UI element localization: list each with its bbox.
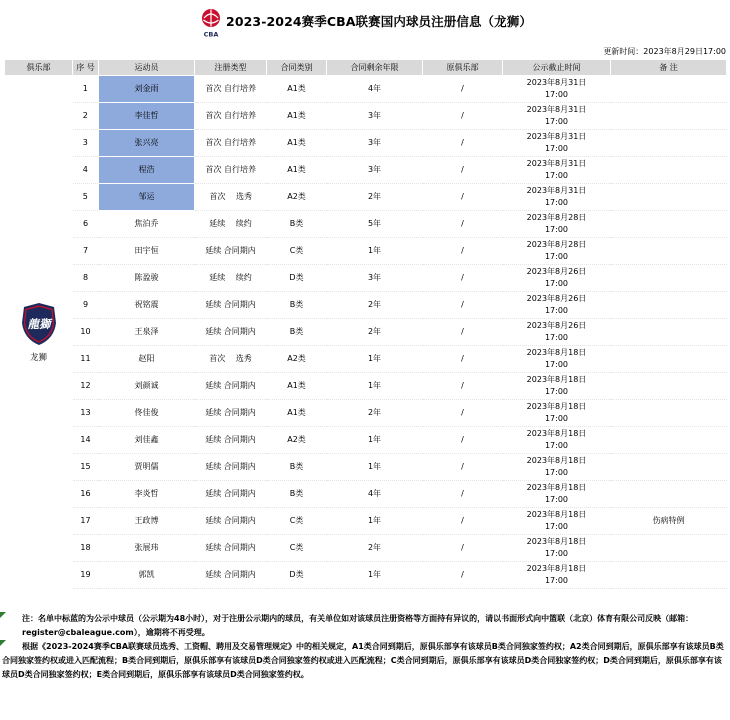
header-original-club: 原俱乐部 [423,60,503,76]
athlete-name: 佟佳俊 [99,400,195,427]
deadline [503,535,611,562]
row-number: 13 [73,400,99,427]
notes-block [0,612,730,682]
update-time: 更新时间：2023年8月29日17:00 [603,47,726,56]
registration-type: 首次 自行培养 [195,76,267,103]
contract-category: B类 [267,292,327,319]
remaining-years: 2年 [327,400,423,427]
registration-type: 延续 合同期内 [195,238,267,265]
registration-type: 首次 选秀 [195,346,267,373]
athlete-name: 陈盈骏 [99,265,195,292]
table-row [5,427,727,454]
contract-category: A2类 [267,184,327,211]
deadline-time: 17:00 [544,495,569,504]
athlete-name: 刘金雨 [99,76,195,103]
remaining-years: 4年 [327,76,423,103]
deadline [503,130,611,157]
table-row [5,346,727,373]
athlete-name: 张兴亮 [99,130,195,157]
original-club: / [423,103,503,130]
remark [611,211,727,238]
registration-type: 延续 合同期内 [195,454,267,481]
athlete-name: 王泉泽 [99,319,195,346]
athlete-name: 刘佳鑫 [99,427,195,454]
deadline [503,427,611,454]
remaining-years: 3年 [327,130,423,157]
row-number: 16 [73,481,99,508]
athlete-name: 田宇恒 [99,238,195,265]
table-row [5,373,727,400]
registration-table [4,59,727,589]
deadline-date: 2023年8月31日 [526,105,587,114]
deadline-time: 17:00 [544,360,569,369]
note-flag-icon [0,612,6,618]
row-number: 3 [73,130,99,157]
registration-type: 延续 续约 [195,211,267,238]
cba-logo [198,8,224,38]
club-logo-glyph: 龍獅 [27,316,50,331]
athlete-name: 贾明儒 [99,454,195,481]
table-row [5,319,727,346]
remark [611,265,727,292]
remaining-years: 3年 [327,103,423,130]
deadline-date: 2023年8月28日 [526,213,587,222]
contract-category: B类 [267,454,327,481]
deadline-date: 2023年8月18日 [526,429,587,438]
athlete-name: 郭凯 [99,562,195,589]
deadline-date: 2023年8月18日 [526,375,587,384]
deadline-time: 17:00 [544,576,569,585]
row-number: 9 [73,292,99,319]
deadline-time: 17:00 [544,198,569,207]
deadline-time: 17:00 [544,414,569,423]
note-flag-icon [0,640,6,646]
row-number: 1 [73,76,99,103]
registration-type: 延续 续约 [195,265,267,292]
original-club: / [423,454,503,481]
club-name: 龙狮 [29,352,47,363]
original-club: / [423,373,503,400]
cba-logo-text: CBA [203,30,219,38]
table-row [5,238,727,265]
deadline-time: 17:00 [544,171,569,180]
original-club: / [423,157,503,184]
deadline [503,400,611,427]
athlete-name: 李佳哲 [99,103,195,130]
registration-type: 延续 合同期内 [195,427,267,454]
deadline-date: 2023年8月26日 [526,321,587,330]
deadline-time: 17:00 [544,225,569,234]
note-rules [0,640,730,682]
table-row [5,454,727,481]
remaining-years: 2年 [327,292,423,319]
athlete-name: 赵阳 [99,346,195,373]
table-body [5,76,727,589]
deadline [503,508,611,535]
row-number: 10 [73,319,99,346]
remark [611,130,727,157]
deadline-date: 2023年8月18日 [526,537,587,546]
table-row [5,400,727,427]
table-row [5,508,727,535]
deadline-time: 17:00 [544,117,569,126]
deadline-date: 2023年8月31日 [526,132,587,141]
club-cell [5,76,73,589]
remaining-years: 1年 [327,508,423,535]
remaining-years: 1年 [327,562,423,589]
contract-category: A2类 [267,346,327,373]
deadline-time: 17:00 [544,387,569,396]
remaining-years: 2年 [327,535,423,562]
deadline-date: 2023年8月31日 [526,78,587,87]
remaining-years: 2年 [327,319,423,346]
contract-category: A1类 [267,373,327,400]
contract-category: A1类 [267,76,327,103]
row-number: 14 [73,427,99,454]
contract-category: C类 [267,535,327,562]
title-row [0,0,730,42]
original-club: / [423,292,503,319]
registration-type: 首次 自行培养 [195,130,267,157]
row-number: 19 [73,562,99,589]
table-row [5,535,727,562]
deadline-date: 2023年8月18日 [526,483,587,492]
deadline-date: 2023年8月18日 [526,348,587,357]
deadline-time: 17:00 [544,441,569,450]
table-row [5,562,727,589]
contract-category: D类 [267,265,327,292]
row-number: 17 [73,508,99,535]
athlete-name: 张展玮 [99,535,195,562]
remaining-years: 1年 [327,346,423,373]
deadline [503,454,611,481]
deadline-time: 17:00 [544,468,569,477]
remark [611,103,727,130]
header-contract-category: 合同类别 [267,60,327,76]
contract-category: A1类 [267,400,327,427]
deadline-time: 17:00 [544,522,569,531]
deadline-date: 2023年8月26日 [526,267,587,276]
header-deadline: 公示截止时间 [503,60,611,76]
row-number: 2 [73,103,99,130]
registration-type: 延续 合同期内 [195,508,267,535]
registration-type: 首次 自行培养 [195,103,267,130]
remark [611,184,727,211]
deadline-time: 17:00 [544,333,569,342]
athlete-name: 祝铭震 [99,292,195,319]
original-club: / [423,508,503,535]
header-reg-type: 注册类型 [195,60,267,76]
remaining-years: 4年 [327,481,423,508]
deadline [503,373,611,400]
remark [611,373,727,400]
original-club: / [423,238,503,265]
deadline [503,265,611,292]
deadline-date: 2023年8月18日 [526,456,587,465]
deadline-time: 17:00 [544,252,569,261]
remaining-years: 1年 [327,238,423,265]
remaining-years: 5年 [327,211,423,238]
header-athlete: 运动员 [99,60,195,76]
deadline [503,562,611,589]
club-logo [19,301,59,347]
row-number: 5 [73,184,99,211]
contract-category: B类 [267,211,327,238]
row-number: 8 [73,265,99,292]
row-number: 15 [73,454,99,481]
deadline-date: 2023年8月31日 [526,159,587,168]
deadline [503,319,611,346]
deadline [503,238,611,265]
table-header-row [5,60,727,76]
deadline [503,184,611,211]
deadline [503,481,611,508]
row-number: 4 [73,157,99,184]
remark: 伤病特例 [611,508,727,535]
table-row [5,157,727,184]
deadline [503,103,611,130]
original-club: / [423,211,503,238]
table-row [5,481,727,508]
remark [611,76,727,103]
registration-type: 延续 合同期内 [195,481,267,508]
remaining-years: 3年 [327,265,423,292]
table-row [5,103,727,130]
registration-type: 延续 合同期内 [195,535,267,562]
deadline [503,292,611,319]
original-club: / [423,427,503,454]
registration-type: 延续 合同期内 [195,319,267,346]
deadline [503,211,611,238]
original-club: / [423,76,503,103]
original-club: / [423,346,503,373]
registration-type: 首次 选秀 [195,184,267,211]
original-club: / [423,265,503,292]
deadline-time: 17:00 [544,549,569,558]
athlete-name: 王政博 [99,508,195,535]
contract-category: A1类 [267,103,327,130]
deadline [503,346,611,373]
deadline-date: 2023年8月18日 [526,510,587,519]
original-club: / [423,481,503,508]
table-row [5,211,727,238]
contract-category: A2类 [267,427,327,454]
original-club: / [423,400,503,427]
remark [611,157,727,184]
note-announcement-text: 注：名单中标蓝的为公示中球员（公示期为48小时），对于注册公示期内的球员，有关单位如对该球员注册资格等方面持有异议的，请以书面形式向中篮联（北京）体育有限公司反映（邮箱：register@cbaleague.com），逾期将不再受理。 [22,614,694,637]
registration-type: 延续 合同期内 [195,292,267,319]
deadline-time: 17:00 [544,90,569,99]
header-remaining-years: 合同剩余年限 [327,60,423,76]
table-row [5,265,727,292]
remark [611,400,727,427]
table-row [5,76,727,103]
table-row [5,292,727,319]
original-club: / [423,535,503,562]
athlete-name: 程浩 [99,157,195,184]
row-number: 12 [73,373,99,400]
table-row [5,130,727,157]
athlete-name: 李炎哲 [99,481,195,508]
remark [611,562,727,589]
remark [611,454,727,481]
remaining-years: 1年 [327,373,423,400]
deadline-date: 2023年8月26日 [526,294,587,303]
contract-category: A1类 [267,130,327,157]
deadline-time: 17:00 [544,279,569,288]
header-club: 俱乐部 [5,60,73,76]
deadline-date: 2023年8月18日 [526,402,587,411]
remark [611,346,727,373]
note-announcement [0,612,730,640]
remaining-years: 1年 [327,427,423,454]
remaining-years: 2年 [327,184,423,211]
deadline [503,157,611,184]
remark [611,319,727,346]
registration-type: 延续 合同期内 [195,400,267,427]
table-row [5,184,727,211]
contract-category: C类 [267,238,327,265]
registration-type: 延续 合同期内 [195,373,267,400]
athlete-name: 刘颜诚 [99,373,195,400]
page-title: 2023-2024赛季CBA联赛国内球员注册信息（龙狮） [226,14,532,29]
header-no: 序 号 [73,60,99,76]
deadline-date: 2023年8月31日 [526,186,587,195]
remark [611,535,727,562]
original-club: / [423,130,503,157]
deadline-time: 17:00 [544,306,569,315]
note-rules-text: 根据《2023-2024赛季CBA联赛球员选秀、工资帽、聘用及交易管理规定》中的相关规定，A1类合同到期后，原俱乐部享有该球员B类合同独家签约权；A2类合同到期后，原俱乐部享有该球员B类合同独家签约权或进入匹配流程；B类合同到期后，原俱乐部享有该球员D类合同独家签约权或进入匹配流程；C类合同到期后，原俱乐部享有该球员D类合同独家签约权；D类合同到期后，原俱乐部享有该球员D类合同独家签约权；E类合同到期后，原俱乐部享有该球员D类合同独家签约权。 [2,642,724,679]
deadline [503,76,611,103]
row-number: 11 [73,346,99,373]
athlete-name: 焦泊乔 [99,211,195,238]
contract-category: B类 [267,319,327,346]
deadline-time: 17:00 [544,144,569,153]
deadline-date: 2023年8月18日 [526,564,587,573]
contract-category: D类 [267,562,327,589]
remaining-years: 1年 [327,454,423,481]
original-club: / [423,184,503,211]
header-remarks: 备 注 [611,60,727,76]
contract-category: C类 [267,508,327,535]
remark [611,481,727,508]
contract-category: A1类 [267,157,327,184]
remark [611,238,727,265]
athlete-name: 邹运 [99,184,195,211]
contract-category: B类 [267,481,327,508]
deadline-date: 2023年8月28日 [526,240,587,249]
row-number: 18 [73,535,99,562]
registration-type: 延续 合同期内 [195,562,267,589]
registration-type: 首次 自行培养 [195,157,267,184]
remaining-years: 3年 [327,157,423,184]
remark [611,427,727,454]
original-club: / [423,319,503,346]
row-number: 7 [73,238,99,265]
remark [611,292,727,319]
row-number: 6 [73,211,99,238]
original-club: / [423,562,503,589]
